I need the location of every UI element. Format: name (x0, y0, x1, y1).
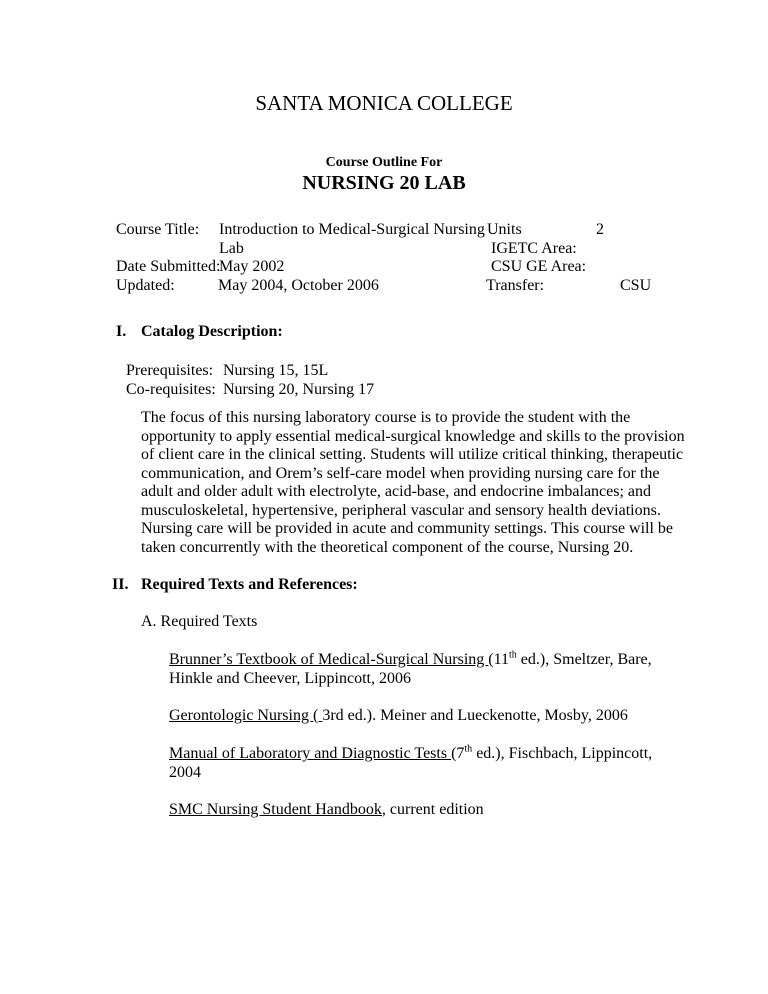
subsection-required-texts: A. Required Texts (141, 613, 258, 630)
reference-edition-sup: th (509, 649, 517, 661)
description-line: musculoskeletal, hypertensive, peripheral vascular and sensory health deviations. (141, 502, 661, 519)
reference-edition: (11 (488, 651, 510, 668)
prerequisites-label: Prerequisites: (126, 362, 214, 379)
reference-edition: (7 (451, 745, 465, 762)
transfer-label: Transfer: (486, 277, 545, 294)
prerequisites-value: Nursing 15, 15L (223, 362, 329, 379)
reference-edition-sup: th (464, 743, 473, 755)
reference-title: Manual of Laboratory and Diagnostic Tests (169, 745, 452, 762)
section-numeral-1: I. (116, 323, 127, 340)
reference-item (169, 650, 652, 670)
corequisites-value: Nursing 20, Nursing 17 (223, 381, 375, 398)
section-heading-catalog: Catalog Description: (141, 323, 283, 340)
units-value: 2 (596, 221, 604, 238)
updated-value: May 2004, October 2006 (218, 277, 379, 294)
reference-item (169, 800, 484, 820)
reference-item (169, 706, 628, 726)
reference-details: , current edition (381, 801, 484, 818)
description-line: The focus of this nursing laboratory course is to provide the student with the (141, 409, 631, 426)
reference-details: ed.), Fischbach, Lippincott, (472, 745, 653, 762)
description-line: Nursing care will be provided in acute and community settings. This course will be (141, 520, 674, 537)
corequisites-label: Co-requisites: (126, 381, 216, 398)
reference-details: 3rd ed.). Meiner and Lueckenotte, Mosby, 2006 (322, 707, 628, 724)
description-line: taken concurrently with the theoretical component of the course, Nursing 20. (141, 539, 634, 556)
csu-ge-area-label: CSU GE Area: (491, 258, 587, 275)
course-title-value-cont: Lab (219, 240, 244, 257)
transfer-value: CSU (620, 277, 652, 294)
date-submitted-label: Date Submitted: (116, 258, 221, 275)
updated-label: Updated: (116, 277, 175, 294)
outline-subtitle: Course Outline For (325, 155, 443, 170)
course-title-label: Course Title: (116, 221, 200, 238)
date-submitted-value: May 2002 (219, 258, 285, 275)
reference-details: ed.), Smeltzer, Bare, (516, 651, 652, 668)
section-numeral-2: II. (112, 576, 129, 593)
course-title-value: Introduction to Medical-Surgical Nursing (219, 221, 485, 238)
reference-item (169, 744, 652, 764)
igetc-area-label: IGETC Area: (491, 240, 577, 257)
description-line: opportunity to apply essential medical-surgical knowledge and skills to the provision (141, 428, 685, 445)
reference-title: Gerontologic Nursing ( (169, 707, 323, 724)
description-line: communication, and Orem’s self-care model when providing nursing care for the (141, 465, 660, 482)
section-heading-texts: Required Texts and References: (141, 576, 358, 593)
description-line: of client care in the clinical setting. Students will utilize critical thinking, therapeutic (141, 446, 684, 463)
course-name: NURSING 20 LAB (302, 172, 466, 194)
reference-details-cont: 2004 (169, 764, 201, 781)
reference-title: Brunner’s Textbook of Medical-Surgical Nursing (169, 651, 489, 668)
reference-details-cont: Hinkle and Cheever, Lippincott, 2006 (169, 670, 411, 687)
college-name: SANTA MONICA COLLEGE (255, 91, 513, 115)
description-line: adult and older adult with electrolyte, acid-base, and endocrine imbalances; and (141, 483, 652, 500)
reference-title: SMC Nursing Student Handbook (169, 801, 382, 818)
units-label: Units (487, 221, 522, 238)
